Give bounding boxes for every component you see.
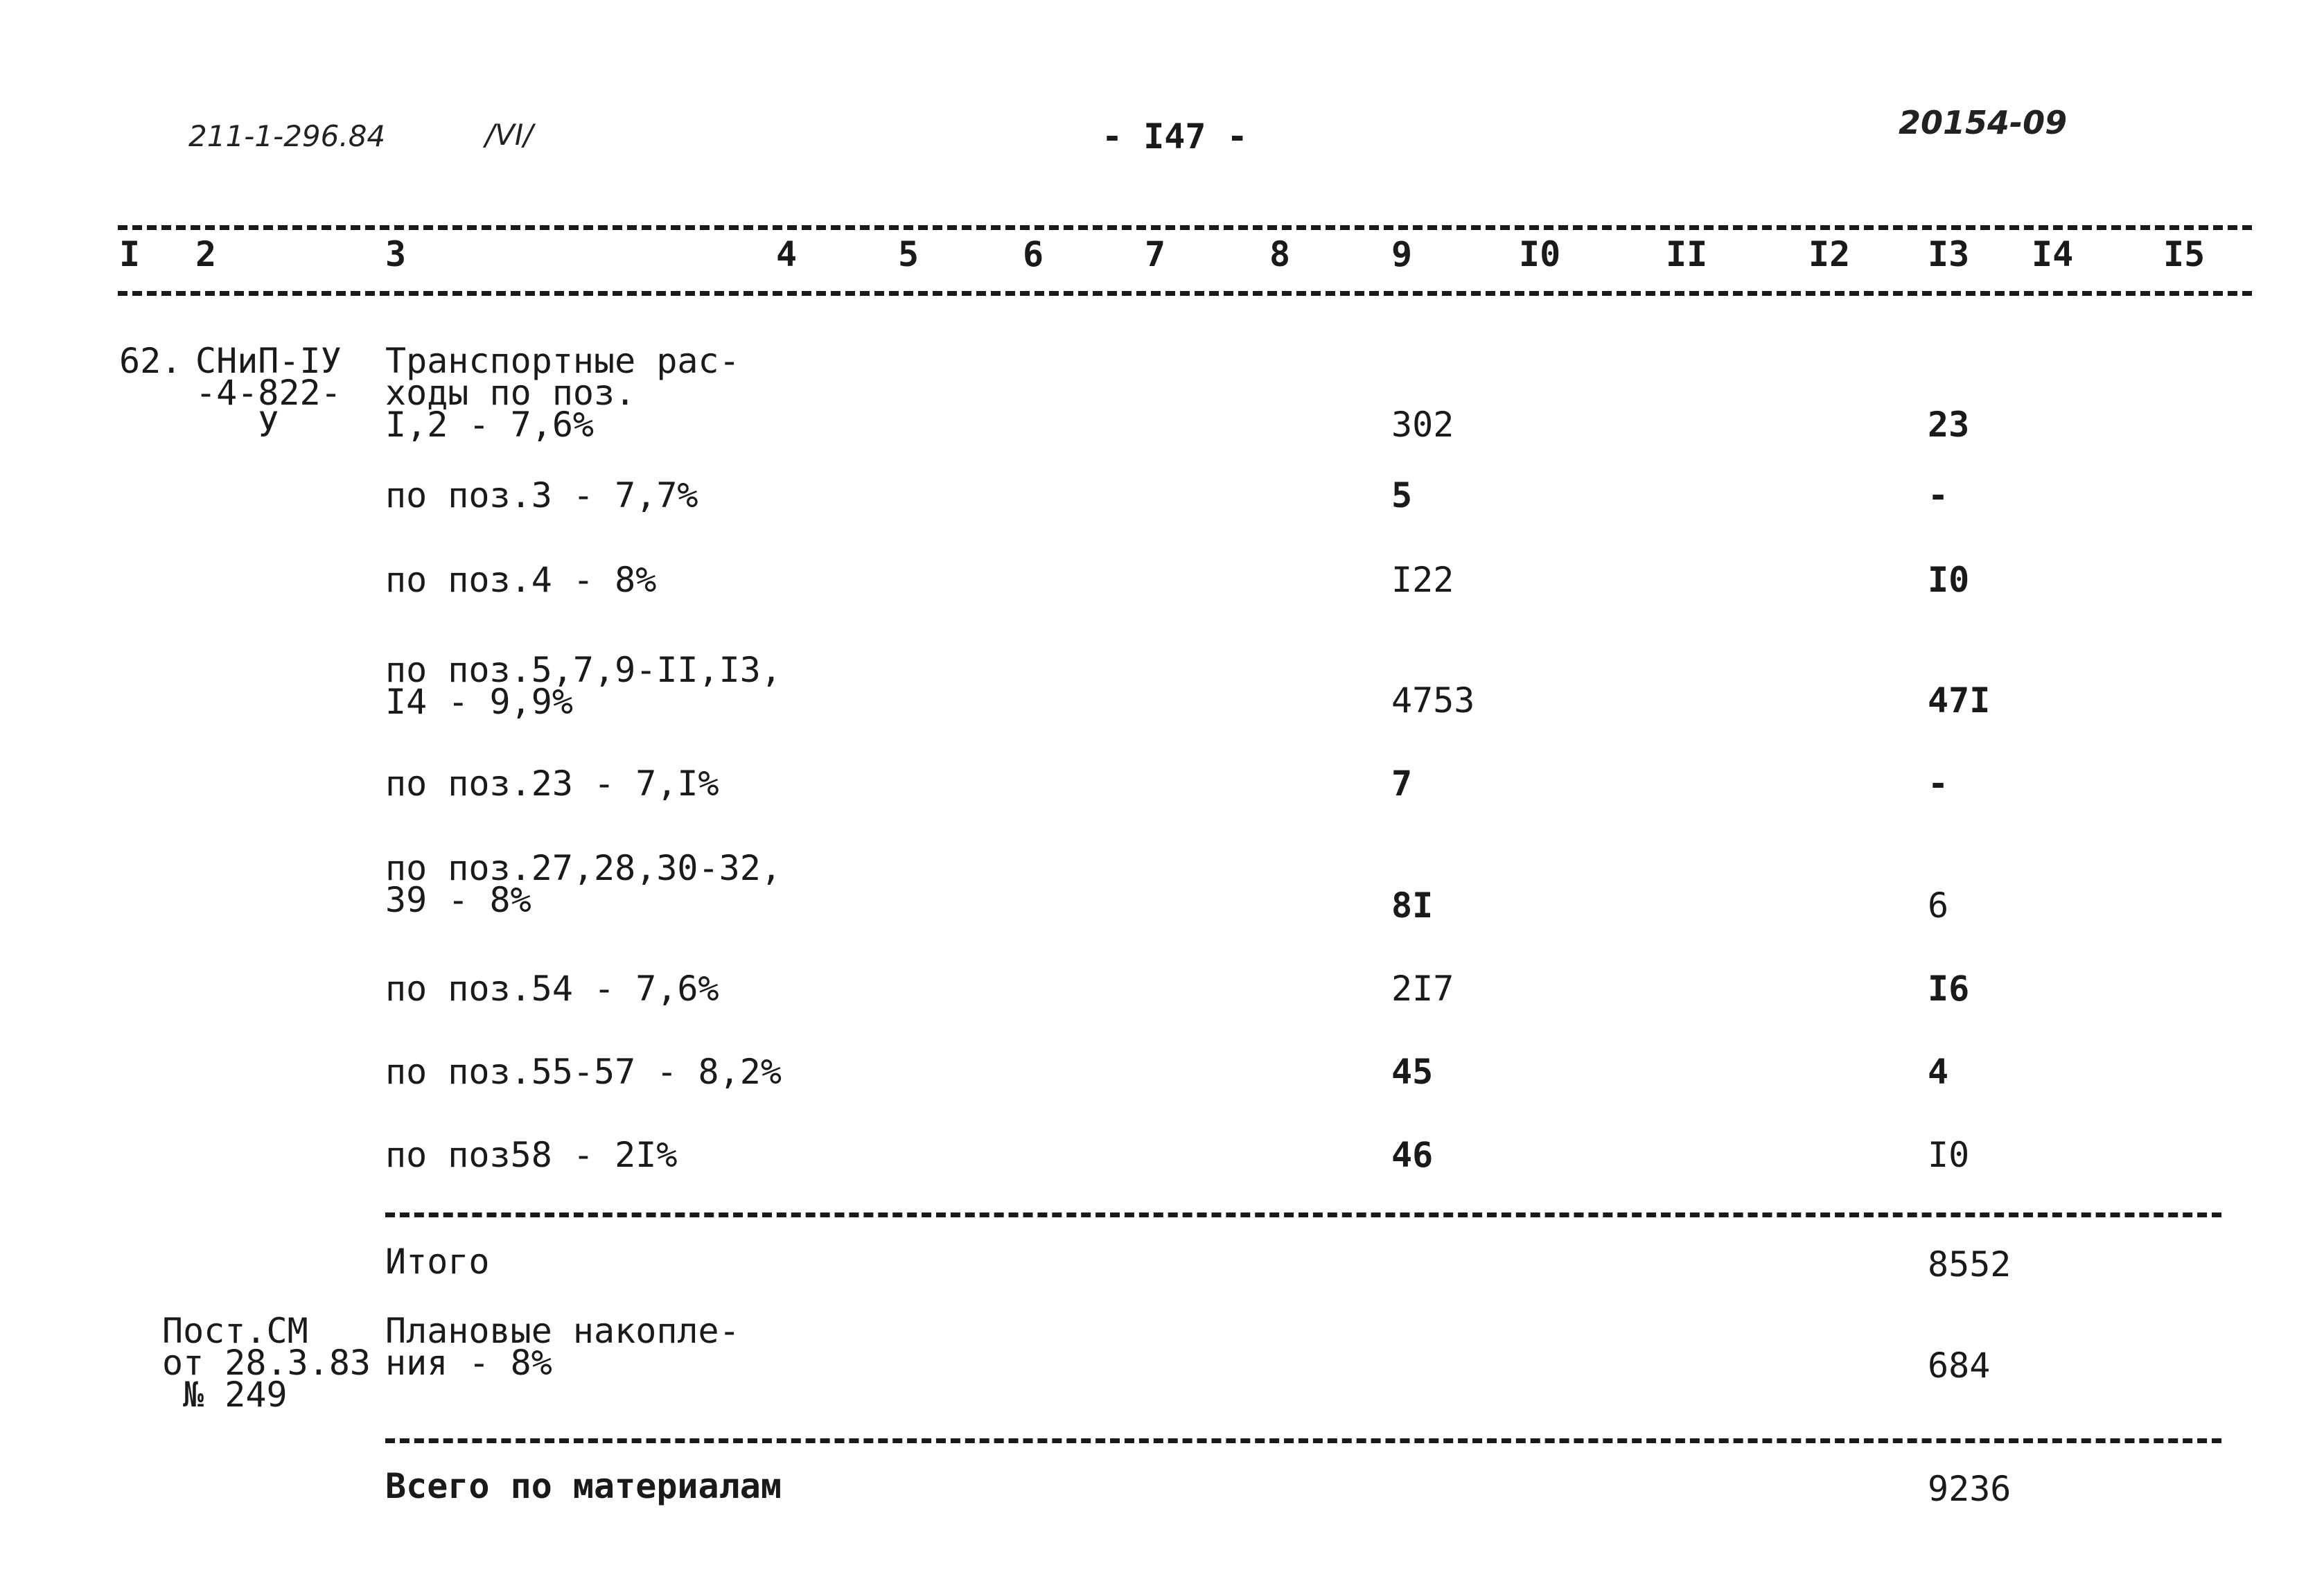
row-col9-value: 45 [1391,1052,1434,1092]
row-description: по поз58 - 2I% [385,1135,678,1175]
col-header-12: I2 [1808,234,1851,274]
col-header-6: 6 [1023,234,1044,274]
grand-total-rule [385,1438,2221,1443]
row-description: по поз.3 - 7,7% [385,475,698,515]
col-header-3: 3 [385,234,407,274]
row-col9-value: I22 [1391,560,1454,600]
col-header-11: II [1666,234,1708,274]
header-top-rule [118,225,2252,230]
row-col13-value: - [1928,764,1949,804]
subtotal-value: 8552 [1928,1244,2012,1285]
col-header-10: I0 [1519,234,1561,274]
planned-label: Плановые накопле- ния - 8% [385,1311,740,1383]
row-col13-value: I6 [1928,969,1970,1009]
row-col13-value: 6 [1928,885,1949,926]
col-header-2: 2 [195,234,217,274]
col-header-5: 5 [898,234,919,274]
grand-total-value: 9236 [1928,1469,2012,1509]
col-header-9: 9 [1391,234,1413,274]
row-description: по поз.55-57 - 8,2% [385,1052,782,1092]
row-description: Транспортные рас- ходы по поз. I,2 - 7,6% [385,341,740,445]
planned-value: 684 [1928,1346,1991,1386]
row-description: по поз.27,28,30-32, 39 - 8% [385,848,782,920]
row-col13-value: 4 [1928,1052,1949,1092]
row-col9-value: 302 [1391,405,1454,445]
archive-number: 20154-09 [1899,104,2068,141]
row-col9-value: 2I7 [1391,969,1454,1009]
col-header-4: 4 [776,234,798,274]
col-header-13: I3 [1928,234,1970,274]
row-col13-value: 47I [1928,680,1991,721]
row-col13-value: - [1928,475,1949,515]
page-number: - I47 - [1102,116,1248,157]
item-reference: СНиП-IУ -4-822- У [195,341,342,445]
row-col9-value: 7 [1391,764,1413,804]
planned-reference: Пост.СМ от 28.3.83 № 249 [162,1311,371,1415]
row-col13-value: I0 [1928,1135,1970,1175]
row-col9-value: 5 [1391,475,1413,515]
subtotal-rule [385,1212,2221,1217]
row-col9-value: 4753 [1391,680,1475,721]
row-description: по поз.54 - 7,6% [385,969,719,1009]
row-col9-value: 46 [1391,1135,1434,1175]
row-col13-value: 23 [1928,405,1970,445]
col-header-1: I [119,234,141,274]
row-description: по поз.5,7,9-II,I3, I4 - 9,9% [385,650,782,722]
volume-mark: /VI/ [485,118,534,152]
col-header-15: I5 [2163,234,2206,274]
item-number: 62. [119,341,182,381]
col-header-8: 8 [1269,234,1291,274]
grand-total-label: Всего по материалам [385,1466,782,1506]
row-description: по поз.23 - 7,I% [385,764,719,804]
subtotal-label: Итого [385,1242,490,1282]
col-header-7: 7 [1145,234,1166,274]
row-col13-value: I0 [1928,560,1970,600]
document-code: 211-1-296.84 [188,119,386,153]
row-col9-value: 8I [1391,885,1434,926]
header-bottom-rule [118,291,2252,296]
row-description: по поз.4 - 8% [385,560,657,600]
col-header-14: I4 [2032,234,2074,274]
